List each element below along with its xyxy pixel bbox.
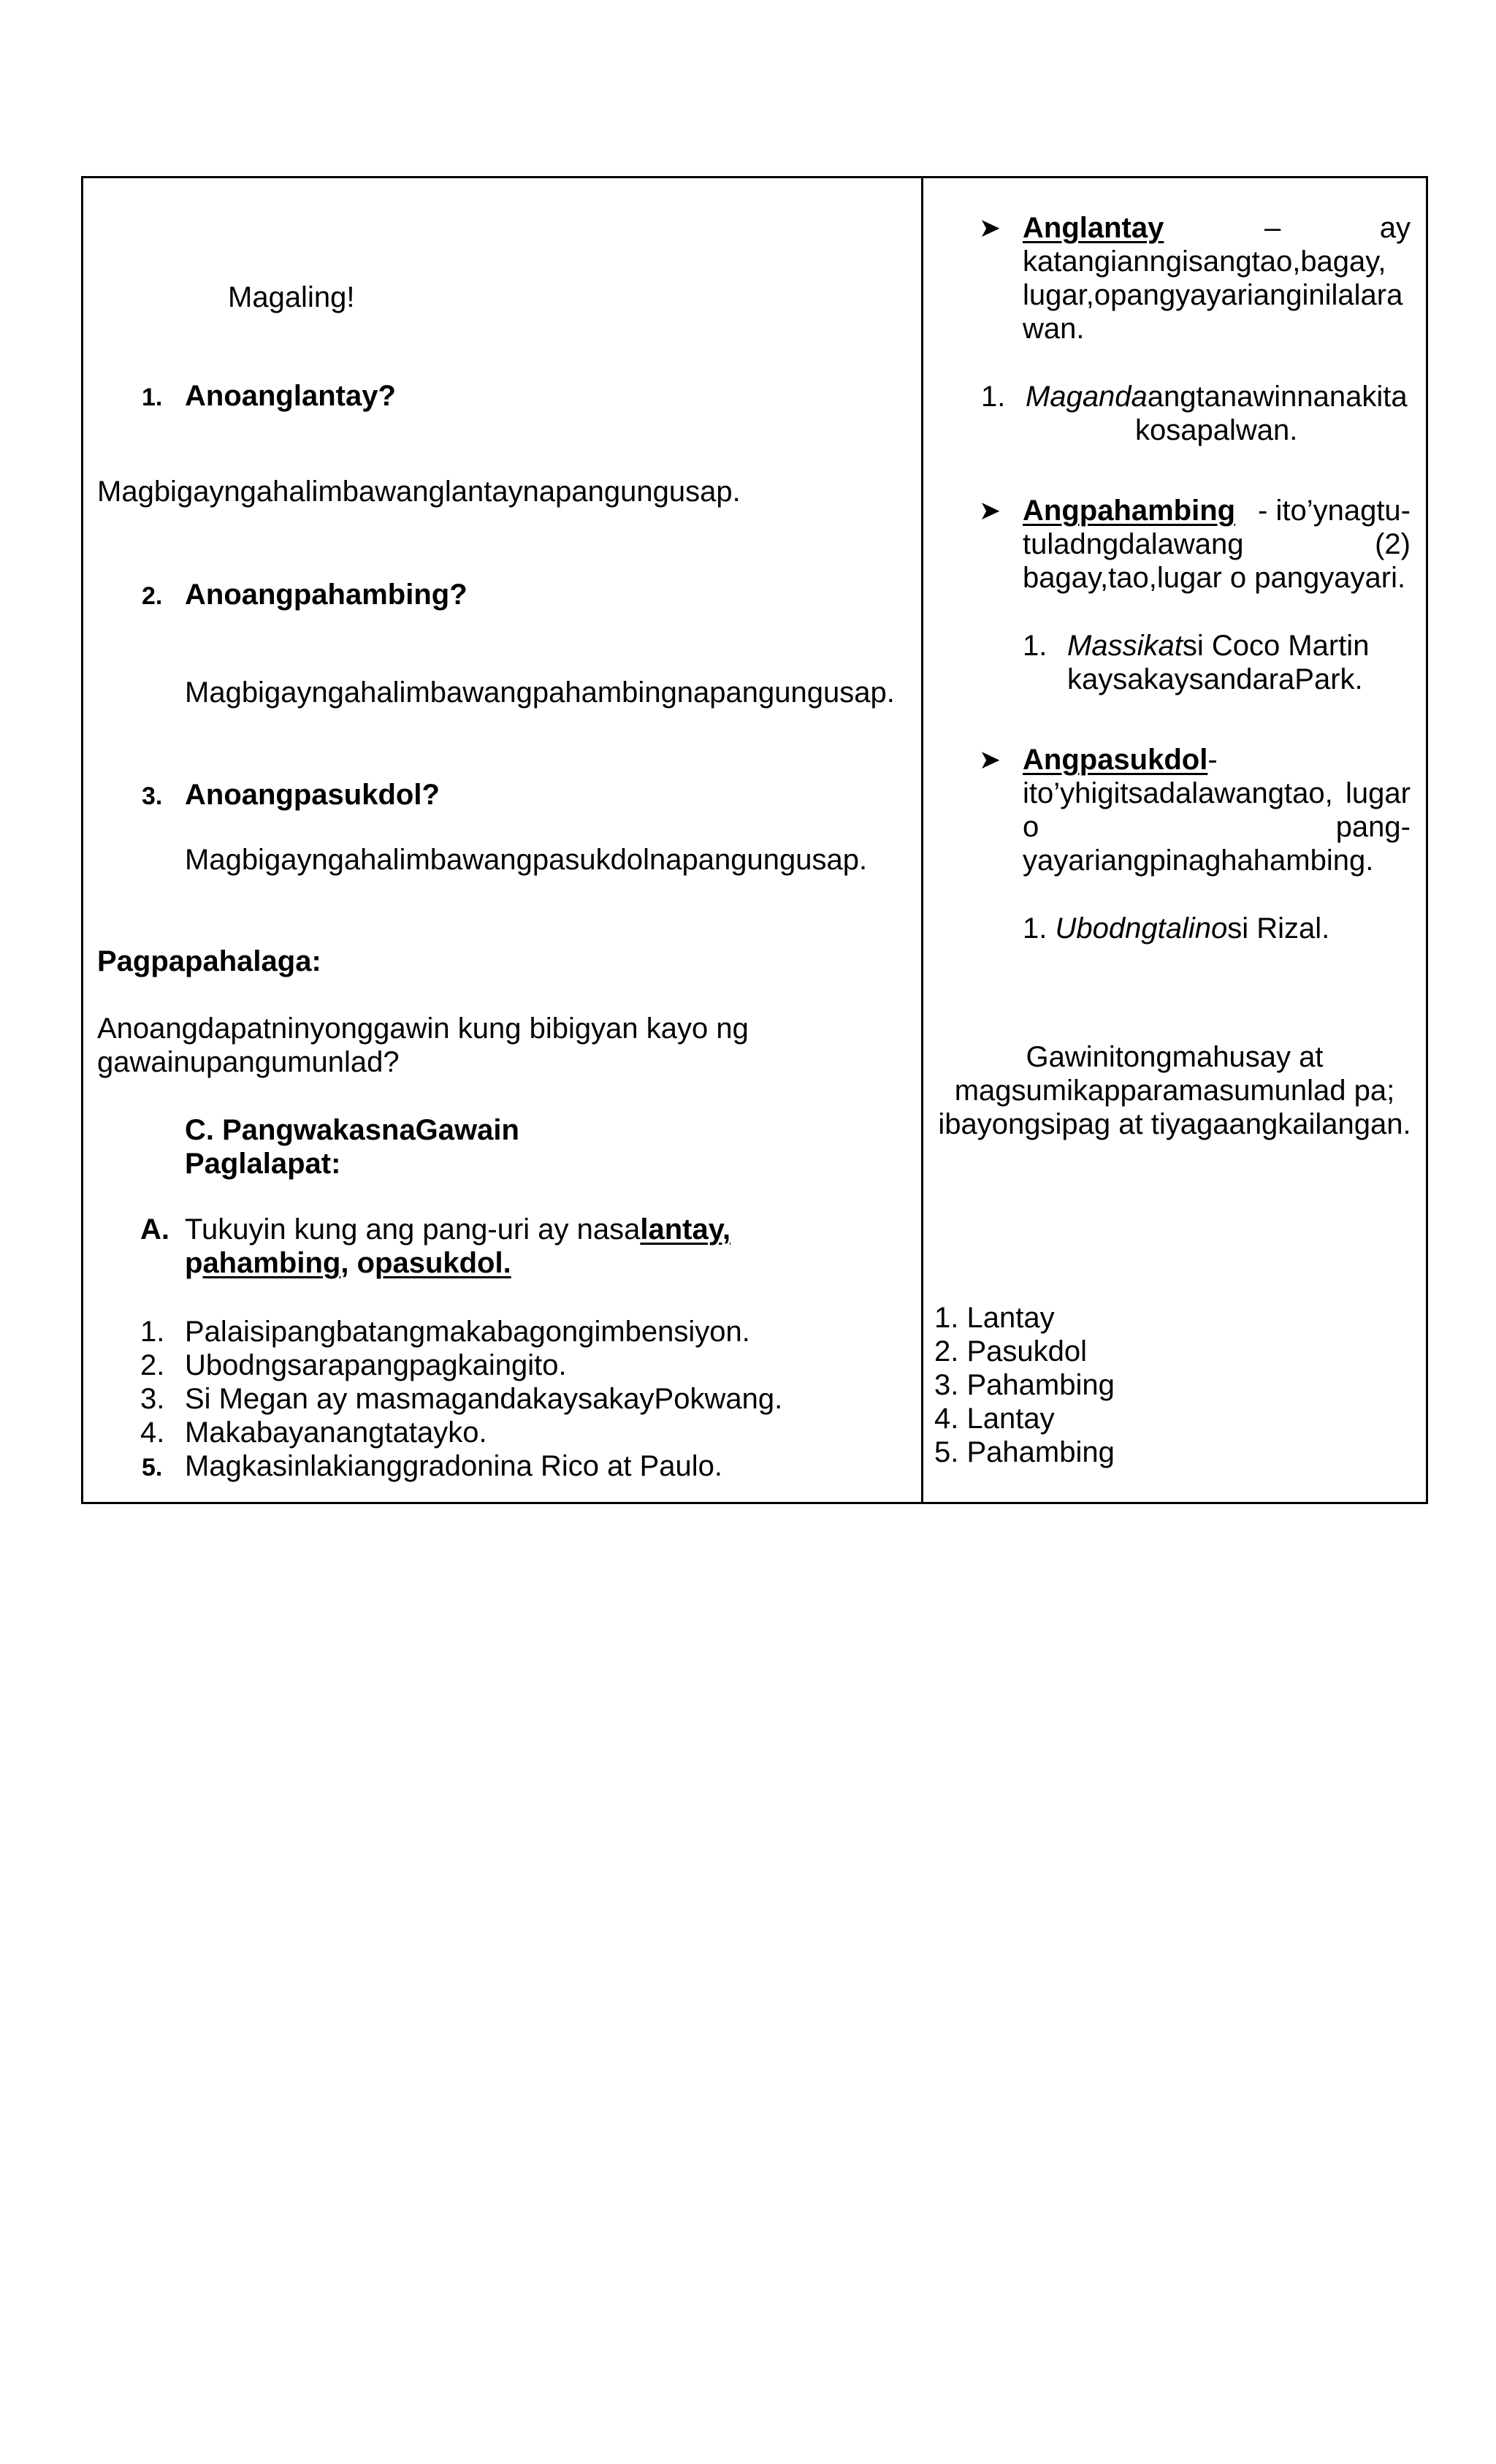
task-pahambing: ahambing: [202, 1247, 341, 1279]
arrow-bullet-icon: ➤: [979, 495, 1001, 525]
pahambing-line2-b: (2): [1375, 528, 1411, 560]
lantay-definition-line1: [1023, 211, 1411, 245]
exercise-item: Ubodngsarapangpagkaingito.: [185, 1349, 567, 1381]
valuing-heading: Pagpapahalaga:: [97, 945, 321, 977]
greeting-text: Magaling!: [228, 281, 355, 313]
task-separator: , o: [340, 1247, 375, 1279]
q3-number: 3.: [142, 782, 163, 810]
task-instruction-line2: [185, 1246, 511, 1280]
pasukdol-definition-line2: [1023, 777, 1411, 810]
q1-prompt: Magbigayngahalimbawanglantaynapangungusap.: [97, 476, 741, 508]
pahambing-definition-line1: [1023, 494, 1411, 527]
exercise-number: 5.: [142, 1454, 163, 1481]
exercise-item: Palaisipangbatangmakabagongimbensiyon.: [185, 1316, 750, 1348]
q2-question: Anoangpahambing?: [185, 579, 468, 611]
lantay-example-line1: [1026, 380, 1408, 413]
pahambing-example-adjective: Massikat: [1067, 630, 1183, 662]
pahambing-example-rest: si Coco Martin: [1182, 630, 1370, 662]
pahambing-line2-a: tuladngdalawang: [1023, 528, 1244, 560]
task-instruction-line1: [185, 1213, 730, 1246]
lantay-definition-line: katangianngisangtao,bagay,: [1023, 245, 1386, 278]
pahambing-line1-rest: - ito’ynagtu-: [1258, 495, 1411, 527]
task-letter: A.: [140, 1213, 169, 1246]
pasukdol-example: [1023, 912, 1329, 945]
lantay-definition-line: wan.: [1023, 313, 1085, 345]
task-prefix: Tukuyin kung ang pang-uri ay nasa: [185, 1213, 641, 1246]
praise-line: ibayongsipag at tiyagaangkailangan.: [938, 1108, 1411, 1140]
lesson-table: [81, 176, 1428, 1504]
q1-question: Anoanglantay?: [185, 380, 396, 412]
q2-number: 2.: [142, 582, 163, 610]
exercise-item: Magkasinlakianggradonina Rico at Paulo.: [185, 1450, 723, 1482]
praise-message: [923, 1040, 1426, 1141]
arrow-bullet-icon: ➤: [979, 213, 1001, 243]
pasukdol-example-adjective: Ubodngtalino: [1055, 912, 1228, 945]
lantay-ay: ay: [1379, 212, 1411, 244]
q3-prompt: Magbigayngahalimbawangpasukdolnapangungusap.: [185, 844, 868, 876]
pasukdol-term-suffix: -: [1207, 744, 1218, 776]
praise-line: magsumikapparamasumunlad pa;: [954, 1075, 1395, 1107]
final-activity-heading: C. PangwakasnaGawain: [185, 1114, 519, 1146]
pahambing-example-line1: [1067, 629, 1369, 663]
pahambing-example-number: 1.: [1023, 630, 1047, 662]
column-divider: [921, 178, 923, 1502]
q1-number: 1.: [142, 384, 163, 411]
q2-prompt: Magbigayngahalimbawangpahambingnapangungusap.: [185, 676, 895, 709]
pasukdol-line3-a: o: [1023, 811, 1039, 843]
pahambing-definition-line2: [1023, 527, 1411, 561]
pasukdol-definition-line1: [1023, 743, 1218, 777]
exercise-number: 2.: [140, 1349, 165, 1381]
lantay-example-adjective: Maganda: [1026, 381, 1148, 413]
answer-item: 2. Pasukdol: [934, 1335, 1088, 1368]
pasukdol-example-number: 1.: [1023, 912, 1047, 945]
q3-question: Anoangpasukdol?: [185, 779, 440, 811]
praise-line: Gawinitongmahusay at: [1026, 1041, 1324, 1073]
answer-key: [934, 1301, 1115, 1469]
lantay-example-number: 1.: [981, 381, 1006, 413]
lantay-dash: –: [1264, 212, 1281, 244]
answer-item: 3. Pahambing: [934, 1369, 1115, 1401]
task-p: p: [185, 1247, 203, 1279]
exercise-item: Si Megan ay masmagandakaysakayPokwang.: [185, 1383, 783, 1415]
answer-item: 1. Lantay: [934, 1302, 1055, 1334]
task-lantay: lantay,: [640, 1213, 731, 1246]
lantay-definition-line: lugar,opangyayarianginilalara: [1023, 279, 1403, 311]
pasukdol-definition-line4: yayariangpinaghahambing.: [1023, 844, 1374, 877]
exercise-number: 3.: [140, 1383, 165, 1415]
lantay-term: Anglantay: [1023, 212, 1164, 244]
pasukdol-line2-a: ito’yhigitsadalawangtao,: [1023, 777, 1333, 809]
pasukdol-line3-b: pang-: [1335, 811, 1411, 843]
pahambing-definition-line3: bagay,tao,lugar o pangyayari.: [1023, 562, 1406, 594]
lantay-example-line2: kosapalwan.: [1135, 414, 1298, 446]
pasukdol-example-rest: si Rizal.: [1227, 912, 1330, 945]
arrow-bullet-icon: ➤: [979, 744, 1001, 774]
exercise-item: Makabayanangtatayko.: [185, 1416, 487, 1449]
pahambing-term: Angpahambing: [1023, 495, 1236, 527]
pahambing-example-line2: kaysakaysandaraPark.: [1067, 663, 1363, 695]
exercise-number: 4.: [140, 1416, 165, 1449]
lantay-example-rest: angtanawinnanakita: [1147, 381, 1408, 413]
exercise-number: 1.: [140, 1316, 165, 1348]
pasukdol-line2-b: lugar: [1346, 777, 1411, 809]
pasukdol-definition-line3: [1023, 810, 1411, 844]
answer-item: 5. Pahambing: [934, 1436, 1115, 1468]
answer-item: 4. Lantay: [934, 1403, 1055, 1435]
pasukdol-term: Angpasukdol: [1023, 744, 1208, 776]
task-pasukdol: pasukdol.: [375, 1247, 511, 1279]
valuing-question-line1: Anoangdapatninyonggawin kung bibigyan kayo ng: [97, 1012, 749, 1045]
application-heading: Paglalapat:: [185, 1148, 341, 1180]
valuing-question-line2: gawainupangumunlad?: [97, 1046, 400, 1078]
